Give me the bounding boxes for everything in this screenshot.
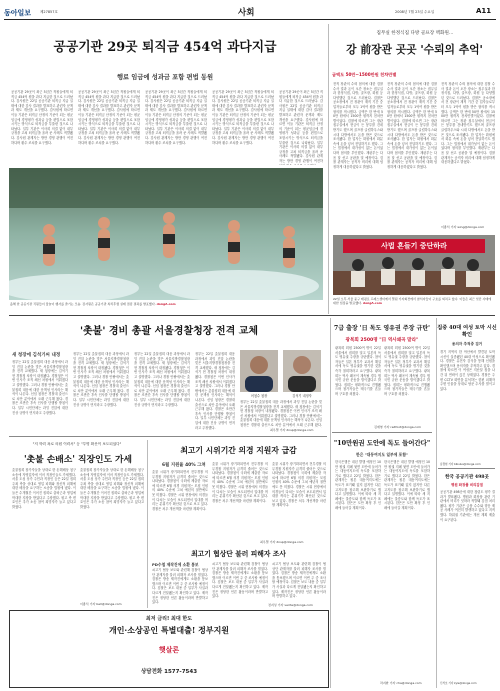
article-1-headline: 공공기관 29곳 퇴직금 454억 과다지급 xyxy=(53,40,277,55)
article-3-col-3: 정부는 22일 촛불집회 대응 과정에서 과잉 진압 논란을 빚은 서울지방경찰청장을 전격 교체했다. 새 청장에는 김석기 현 경찰청 차장이 내정됐다. 경찰청은 이번 인사가 조직 쇄신 차원에서 이뤄졌다고 설명했다. 그러나 경찰 안팎에서는 촛불집회 대응에 대한 문책성 인사라는 해석이 나온다. 신임 청장은 경찰대 출신으로 치안 분야에서 오래 근무해 왔다. 경찰은 조만간 후속 인사를 단행할 방침이다. 일부 시민단체는 과잉 진압에 대한 진상 규명이 먼저라고 주장했다. xyxy=(134,352,190,407)
article-9-headline: 집중 40대 여성 토막 시신 확인 xyxy=(437,325,497,338)
issue-number: 제27857호 xyxy=(40,10,58,14)
ad-line-2: 개인·소상공인 특별대출! 정부지원 xyxy=(108,625,230,635)
portrait-1-image xyxy=(240,350,278,392)
article-1-col-2: 공공기관 29곳이 최근 5년간 직원들에게 퇴직금 454억 원을 과다 지급한 것으로 드러났다. 감사원은 22일 공공기관 퇴직금 지급 실태에 대한 감사 결과를 발표하고 관련자 문책과 제도 개선을 요구했다. 감사원에 따르면 이들 기관은 퇴직금 산정의 기준이 되는 평균임금에 경영평가 성과급 등을 편법으로 포함시키는 방식으로 퇴직금을 부풀린 것으로 나타났다. 일부 기관은 이사회 의결 없이 내부 규정을 고쳐 퇴직금을 올려 준 사례도 적발됐다. 감사원 관계자는 방만 경영 관행이 여전하다며 환수 조치를 요구했다. xyxy=(78,90,140,145)
a4-divider xyxy=(147,440,148,608)
article-3-byline: 최우열 기자 dnsp@donga.com xyxy=(270,428,314,432)
advertisement[interactable] xyxy=(9,610,329,688)
article-2-caption-text: 22일 오후 서울 중구 태평로 프레스센터에서 열린 기자회견에서 참석자들이 구호를 외치고 있다. 이들은 최근 잇단 사태에 대한 입장을 발표했다. xyxy=(333,297,492,305)
article-9-bottom-rule xyxy=(438,468,495,469)
article-2-photo-caption xyxy=(333,297,495,311)
article-8-byline: 차지완 기자 cha@donga.com xyxy=(380,681,422,685)
article-9-subhead: 용의자 추적중 검거 xyxy=(451,342,483,346)
article-5-col-1: 촛불 시위가 장기화되면서 전투경찰 의무경찰 지원자가 급격히 줄어든 것으로 나타났다. 경찰청이 국회에 제출한 자료에 따르면 6월 의경 지원자는 모집 인원의 40% 수준에 그쳐 예년의 절반에도 못 미쳤다. 경찰은 시위 현장에서 의경들이 다치는 모습이 보도되면서 입대를 꺼리는 분위기가 확산된 것으로 보고 있다. 경찰은 처우 개선책을 마련할 계획이다. xyxy=(152,470,208,511)
article-5-col-2: 촛불 시위가 장기화되면서 전투경찰 의무경찰 지원자가 급격히 줄어든 것으로 나타났다. 경찰청이 국회에 제출한 자료에 따르면 6월 의경 지원자는 모집 인원의 40% 수준에 그쳐 예년의 절반에도 못 미쳤다. 경찰은 시위 현장에서 의경들이 다치는 모습이 보도되면서 입대를 꺼리는 분위기가 확산된 것으로 보고 있다. 경찰은 처우 개선책을 마련할 계획이다. xyxy=(212,462,268,503)
article-3-headline: '촛불' 경비 총괄 서울경찰청장 전격 교체 xyxy=(79,326,259,337)
article-1-photo-caption xyxy=(10,302,322,311)
article-1-col-1: 공공기관 29곳이 최근 5년간 직원들에게 퇴직금 454억 원을 과다 지급한 것으로 드러났다. 감사원은 22일 공공기관 퇴직금 지급 실태에 대한 감사 결과를 발표하고 관련자 문책과 제도 개선을 요구했다. 감사원에 따르면 이들 기관은 퇴직금 산정의 기준이 되는 평균임금에 경영평가 성과급 등을 편법으로 포함시키는 방식으로 퇴직금을 부풀린 것으로 나타났다. 일부 기관은 이사회 의결 없이 내부 규정을 고쳐 퇴직금을 올려 준 사례도 적발됐다. 감사원 관계자는 방만 경영 관행이 여전하다며 환수 조치를 요구했다. xyxy=(11,90,73,145)
article-8-col-2: 한국은행은 내년 발행 예정인 10만 원권 지폐 뒷면 도안에 들어가는 대동여지도에 독도를 포함하기로 했다고 22일 밝혔다. 한은 관계자는 원본 대동여지도에는 독도가 표기돼 있지 않지만 다른 고지도를 참고해 보완하기로 했다고 설명했다. 이에 따라 새 지폐에는 울릉도와 함께 독도가 표시된다. 한은은 도안 확정 후 인쇄에 들어갈 계획이다. xyxy=(384,460,430,510)
column-divider xyxy=(328,24,329,314)
article-4-headline: '촛불 손배소' 직장인도 가세 xyxy=(23,455,133,465)
newspaper-logo: 동아일보 xyxy=(4,8,32,17)
issue-date: 2008년 7월 23일 수요일 xyxy=(395,10,435,14)
article-7-headline: 7급 출장 '日 독도 영유권 주장 규탄' xyxy=(334,325,430,332)
article-4-col-2: 촛불집회 참가자들을 상대로 한 손해배상 청구 소송에 자영업자에 이어 직장인들도 가세했다. 서울 도심 상가 주민과 직장인 등은 22일 집회 주최 측을 상대로 영업 피해와 정신적 피해에 대한 배상을 요구하는 소송을 법원에 냈다. 이들은 수개월간 이어진 집회로 출퇴근과 영업에 막대한 지장을 받았다고 주장했다. 원고 측 변호인은 추가 소송 참여 희망자가 늘고 있다고 밝혔다. xyxy=(80,468,144,509)
article-2-col-2: 전직 장관의 수뢰 혐의에 대한 검찰 수사 결과 돈이 오간 장소는 집무실과 한정식집, 다방, 골프장, 화원 등 다양했던 것으로 드러났다. 검찰은 공소장에서 전 장관이 재직 기간 중 업자들로부터 모두 1억여 원을 받은 혐의를 적시했다. 금액은 한 번에 50만 원에서 1500만 원까지 천차만별이었다. 검찰에 따르면 그는 장관 집무실에서 현금이 든 봉투를 건네받기도 했으며 골프장 클럽하우스와 시내 다방에서도 돈을 받은 것으로 조사됐다. 한 업자는 화원에서 화분 속에 돈을 넣어 전달하기도 했다. 그는 법정에서 대가성이 없는 돈이었다며 혐의를 부인했다. 재판부는 다음 달 선고 공판을 열 예정이다. 검찰 관계자는 공직자 비리에 대해 엄정하게 대응하겠다고 밝혔다. xyxy=(387,82,437,169)
waterpark-photo xyxy=(9,168,323,300)
article-10-headline: 한국 공공기관 498곳 xyxy=(445,475,489,480)
article-1-subhead: 행료 임금에 성과금 포함 편법 동원 xyxy=(116,74,214,81)
article-2-caption-link[interactable]: dongA.com xyxy=(362,301,382,305)
article-6-col-1: 쇠고기 협상 보도와 관련해 검찰이 협상단 관계자를 불러 피해자 조사를 벌였다. 검찰은 방송 제작진에게도 소환을 통보했으며 이르면 이번 주 중 조사할 예정이다. 검찰은 보도 내용 중 일부가 사실과 다르게 전달됐는지 확인하고 있다. 제작진은 정당한 언론 활동이라며 반발하고 있다. xyxy=(152,568,208,605)
article-3-subhead: 새 청장에 김석기씨 내정 xyxy=(12,353,61,358)
portrait-1-name: 어청수 청장 xyxy=(250,394,268,398)
article-1-caption-link[interactable]: dongA.com xyxy=(156,302,176,306)
article-2-col-1: 전직 장관의 수뢰 혐의에 대한 검찰 수사 결과 돈이 오간 장소는 집무실과 한정식집, 다방, 골프장, 화원 등 다양했던 것으로 드러났다. 검찰은 공소장에서 전 장관이 재직 기간 중 업자들로부터 모두 1억여 원을 받은 혐의를 적시했다. 금액은 한 번에 50만 원에서 1500만 원까지 천차만별이었다. 검찰에 따르면 그는 장관 집무실에서 현금이 든 봉투를 건네받기도 했으며 골프장 클럽하우스와 시내 다방에서도 돈을 받은 것으로 조사됐다. 한 업자는 화원에서 화분 속에 돈을 넣어 전달하기도 했다. 그는 법정에서 대가성이 없는 돈이었다며 혐의를 부인했다. 재판부는 다음 달 선고 공판을 열 예정이다. 검찰 관계자는 공직자 비리에 대해 엄정하게 대응하겠다고 밝혔다. xyxy=(333,82,383,169)
article-7-col-2: 광복회 회원 2500여 명이 22일 서울에서 집회를 열고 일본의 독도 영유권 주장을 규탄했다. 참석자들은 일본 정부가 교과서 해설서에 독도 영유권을 명기한 것을 즉각 철회하라고 요구했다. 광복회는 역사 왜곡이 계속될 경우 범국민 규탄 운동을 벌이겠다고 밝혔다. 집회는 평화적으로 진행됐으며 참가자들은 태극기를 흔들며 구호를 외쳤다. xyxy=(384,346,430,396)
article-7-col-1: 광복회 회원 2500여 명이 22일 서울에서 집회를 열고 일본의 독도 영유권 주장을 규탄했다. 참석자들은 일본 정부가 교과서 해설서에 독도 영유권을 명기한 것을 즉각 철회하라고 요구했다. 광복회는 역사 왜곡이 계속될 경우 범국민 규탄 운동을 벌이겠다고 밝혔다. 집회는 평화적으로 진행됐으며 참가자들은 태극기를 흔들며 구호를 외쳤다. xyxy=(335,346,381,396)
portrait-2 xyxy=(283,350,321,392)
article-6-headline: 최고기 협상단 불러 피해자 조사 xyxy=(191,550,286,558)
masthead-rule xyxy=(4,19,496,20)
article-10-byline: 신석호 기자 kyle@donga.com xyxy=(440,682,477,685)
article-3-col-4: 정부는 22일 촛불집회 대응 과정에서 과잉 진압 논란을 빚은 서울지방경찰청장을 전격 교체했다. 새 청장에는 김석기 현 경찰청 차장이 내정됐다. 경찰청은 이번 인사가 조직 쇄신 차원에서 이뤄졌다고 설명했다. 그러나 경찰 안팎에서는 촛불집회 대응에 대한 문책성 인사라는 해석이 나온다. 신임 청장은 경찰대 출신으로 치안 분야에서 오래 근무해 왔다. 경찰은 조만간 후속 인사를 단행할 방침이다. 일부 시민단체는 과잉 진압에 대한 진상 규명이 먼저라고 주장했다. xyxy=(195,352,235,430)
article-2-headline: 강 前장관 곳곳 '수뢰의 추억' xyxy=(346,43,483,56)
article-6-subhead: PD수첩 제작진에 소환 통보 xyxy=(152,562,199,567)
article-4-byline: 이종식 기자 bell@donga.com xyxy=(80,602,122,606)
article-3-bottom-rule xyxy=(9,436,327,437)
portrait-1 xyxy=(240,350,278,392)
article-5-subhead: 6월 지원율 40% 그쳐 xyxy=(162,463,206,468)
article-5-headline: 최고기 시위기간 의경 지원자 급감 xyxy=(180,446,297,455)
banner-text: 사법 흔들기 중단하라 xyxy=(381,242,447,250)
article-1-col-4: 공공기관 29곳이 최근 5년간 직원들에게 퇴직금 454억 원을 과다 지급한 것으로 드러났다. 감사원은 22일 공공기관 퇴직금 지급 실태에 대한 감사 결과를 발표하고 관련자 문책과 제도 개선을 요구했다. 감사원에 따르면 이들 기관은 퇴직금 산정의 기준이 되는 평균임금에 경영평가 성과급 등을 편법으로 포함시키는 방식으로 퇴직금을 부풀린 것으로 나타났다. 일부 기관은 이사회 의결 없이 내부 규정을 고쳐 퇴직금을 올려 준 사례도 적발됐다. 감사원 관계자는 방만 경영 관행이 여전하다며 환수 조치를 요구했다. xyxy=(212,90,274,145)
article-1-col-5: 공공기관 29곳이 최근 5년간 직원들에게 퇴직금 454억 원을 과다 지급한 것으로 드러났다. 감사원은 22일 공공기관 퇴직금 지급 실태에 대한 감사 결과를 발표하고 관련자 문책과 제도 개선을 요구했다. 감사원에 따르면 이들 기관은 퇴직금 산정의 기준이 되는 평균임금에 경영평가 성과급 등을 편법으로 포함시키는 방식으로 퇴직금을 부풀린 것으로 나타났다. 일부 기관은 이사회 의결 없이 내부 규정을 고쳐 퇴직금을 올려 준 사례도 적발됐다. 감사원 관계자는 방만 경영 관행이 여전하 xyxy=(279,90,323,163)
masthead xyxy=(0,0,500,20)
article-1-caption-text: 올해 한 공공기관 직원들이 물놀이 행사를 즐기는 모습. 감사원은 공공기관 복리후생 실태 점검 결과를 발표했다. xyxy=(10,302,156,306)
article-1-col-3: 공공기관 29곳이 최근 5년간 직원들에게 퇴직금 454억 원을 과다 지급한 것으로 드러났다. 감사원은 22일 공공기관 퇴직금 지급 실태에 대한 감사 결과를 발표하고 관련자 문책과 제도 개선을 요구했다. 감사원에 따르면 이들 기관은 퇴직금 산정의 기준이 되는 평균임금에 경영평가 성과급 등을 편법으로 포함시키는 방식으로 퇴직금을 부풀린 것으로 나타났다. 일부 기관은 이사회 의결 없이 내부 규정을 고쳐 퇴직금을 올려 준 사례도 적발됐다. 감사원 관계자는 방만 경영 관행이 여전하다며 환수 조치를 요구했다. xyxy=(145,90,207,145)
article-10-subhead: 병원 화장품 비리감점 xyxy=(451,483,483,487)
article-8-subhead: 한은 "대동여지도 일부에 포함" xyxy=(356,452,408,457)
page-number: A11 xyxy=(476,7,492,15)
article-3-col-5: 정부는 22일 촛불집회 대응 과정에서 과잉 진압 논란을 빚은 서울지방경찰청장을 전격 교체했다. 새 청장에는 김석기 현 경찰청 차장이 내정됐다. 경찰청은 이번 인사가 조직 쇄신 차원에서 이뤄졌다고 설명했다. 그러나 경찰 안팎에서는 촛불집회 대응에 대한 문책성 인사라는 해석이 나온다. 신임 청장은 경찰대 출신으로 치안 분야에서 오래 근무해 왔다. xyxy=(240,400,322,427)
article-6-col-2: 쇠고기 협상 보도와 관련해 검찰이 협상단 관계자를 불러 피해자 조사를 벌였다. 검찰은 방송 제작진에게도 소환을 통보했으며 이르면 이번 주 중 조사할 예정이다. 검찰은 보도 내용 중 일부가 사실과 다르게 전달됐는지 확인하고 있다. 제작진은 정당한 언론 활동이라며 반발하고 있다. xyxy=(212,562,268,599)
article-2-col-3: 전직 장관의 수뢰 혐의에 대한 검찰 수사 결과 돈이 오간 장소는 집무실과 한정식집, 다방, 골프장, 화원 등 다양했던 것으로 드러났다. 검찰은 공소장에서 전 장관이 재직 기간 중 업자들로부터 모두 1억여 원을 받은 혐의를 적시했다. 금액은 한 번에 50만 원에서 1500만 원까지 천차만별이었다. 검찰에 따르면 그는 장관 집무실에서 현금이 든 봉투를 건네받기도 했으며 골프장 클럽하우스와 시내 다방에서도 돈을 받은 것으로 조사됐다. 한 업자는 화원에서 화분 속에 돈을 넣어 전달하기도 했다. 그는 법정에서 대가성이 없는 돈이었다며 혐의를 부인했다. 재판부는 다음 달 선고 공판을 열 예정이다. 검찰 관계자는 공직자 비리에 대해 엄정하게 대응하겠다고 밝혔다. xyxy=(441,82,495,165)
article-7-bottom-rule xyxy=(332,432,432,433)
article-9-body: 경기 지역의 한 야산에서 발견된 토막 시신이 실종됐던 40대 여성으로 확인됐다. 경찰은 유전자 감식을 통해 신원을 확인했으며 용의자를 추적하고 있다. 경찰에 따르면 이 여성은 지난달 집을 나간 뒤 연락이 끊긴 상태였다. 경찰은 주변 CCTV 화면을 분석하는 한편 피해자 주변 인물을 상대로 탐문 수사를 벌이고 있다. xyxy=(440,350,495,391)
article-3-col-2: 정부는 22일 촛불집회 대응 과정에서 과잉 진압 논란을 빚은 서울지방경찰청장을 전격 교체했다. 새 청장에는 김석기 현 경찰청 차장이 내정됐다. 경찰청은 이번 인사가 조직 쇄신 차원에서 이뤄졌다고 설명했다. 그러나 경찰 안팎에서는 촛불집회 대응에 대한 문책성 인사라는 해석이 나온다. 신임 청장은 경찰대 출신으로 치안 분야에서 오래 근무해 왔다. 경찰은 조만간 후속 인사를 단행할 방침이다. 일부 시민단체는 과잉 진압에 대한 진상 규명이 먼저라고 주장했다. xyxy=(73,352,129,407)
article-8-headline: "10만원권 도안에 독도 들어간다" xyxy=(333,439,431,447)
article-6-byline: 전지성 기자 verite@donga.com xyxy=(268,603,313,607)
ad-phone: 상담전화 1577-7543 xyxy=(140,669,198,675)
portrait-2-image xyxy=(283,350,321,392)
article-4-kicker: "저 학력 폭로 의원 이력서" 등 "투명 확산이 보도되었다" xyxy=(32,442,122,446)
article-5-col-3: 촛불 시위가 장기화되면서 전투경찰 의무경찰 지원자가 급격히 줄어든 것으로 나타났다. 경찰청이 국회에 제출한 자료에 따르면 6월 의경 지원자는 모집 인원의 40% 수준에 그쳐 예년의 절반에도 못 미쳤다. 경찰은 시위 현장에서 의경들이 다치는 모습이 보도되면서 입대를 꺼리는 분위기가 확산된 것으로 보고 있다. 경찰은 처우 개선책을 마련할 계획이다. xyxy=(272,462,326,508)
article-5-byline: 최우열 기자 dnsp@donga.com xyxy=(260,540,304,544)
right-zone-divider xyxy=(330,318,331,688)
article-2-byline: 이종석 기자 wing@donga.com xyxy=(441,225,485,229)
article-3-col-1: 정부는 22일 촛불집회 대응 과정에서 과잉 진압 논란을 빚은 서울지방경찰청장을 전격 교체했다. 새 청장에는 김석기 현 경찰청 차장이 내정됐다. 경찰청은 이번 인사가 조직 쇄신 차원에서 이뤄졌다고 설명했다. 그러나 경찰 안팎에서는 촛불집회 대응에 대한 문책성 인사라는 해석이 나온다. 신임 청장은 경찰대 출신으로 치안 분야에서 오래 근무해 왔다. 경찰은 조만간 후속 인사를 단행할 방침이다. 일부 시민단체는 과잉 진압에 대한 진상 규명이 먼저라고 주장했다. xyxy=(12,360,68,415)
article-6-col-3: 쇠고기 협상 보도와 관련해 검찰이 협상단 관계자를 불러 피해자 조사를 벌였다. 검찰은 방송 제작진에게도 소환을 통보했으며 이르면 이번 주 중 조사할 예정이다. 검찰은 보도 내용 중 일부가 사실과 다르게 전달됐는지 확인하고 있다. 제작진은 정당한 언론 활동이라며 반발하고 있다. xyxy=(272,562,326,599)
press-conference-photo xyxy=(333,235,495,295)
ad-line-3: 햇살론 xyxy=(158,646,180,654)
far-right-divider xyxy=(436,318,437,688)
portrait-2-name: 김석기 내정자 xyxy=(292,394,312,398)
article-7-byline: 김재영 기자 redfoot@donga.com xyxy=(374,425,421,429)
article-2-subhead: 금액도 50만~1500만원 천차만별 xyxy=(332,72,397,77)
article-4-col-1: 촛불집회 참가자들을 상대로 한 손해배상 청구 소송에 자영업자에 이어 직장인들도 가세했다. 서울 도심 상가 주민과 직장인 등은 22일 집회 주최 측을 상대로 영업 피해와 정신적 피해에 대한 배상을 요구하는 소송을 법원에 냈다. 이들은 수개월간 이어진 집회로 출퇴근과 영업에 막대한 지장을 받았다고 주장했다. 원고 측 변호인은 추가 소송 참여 희망자가 늘고 있다고 밝혔다. xyxy=(12,468,76,509)
ad-line-1: 최저 금리! 최대 한도 xyxy=(145,616,193,622)
article-2-kicker: 집무실 한정식집 다방 골프장 맥화원… xyxy=(376,31,454,36)
section-rule xyxy=(9,315,495,316)
article-8-col-1: 한국은행은 내년 발행 예정인 10만 원권 지폐 뒷면 도안에 들어가는 대동여지도에 독도를 포함하기로 했다고 22일 밝혔다. 한은 관계자는 원본 대동여지도에는 독도가 표기돼 있지 않지만 다른 고지도를 참고해 보완하기로 했다고 설명했다. 이에 따라 새 지폐에는 울릉도와 함께 독도가 표시된다. 한은은 도안 확정 후 인쇄에 들어갈 계획이다. xyxy=(335,460,381,510)
section-title: 사회 xyxy=(238,8,255,18)
article-10-body: 공공기관 498곳에 대한 청렴도 평가 결과가 발표됐다. 병원과 화장품 관련 기관에서 비리가 잇따라 적발돼 감점 처리됐다. 평가 기관은 금품 수수와 향응 제공 사례가 여전히 발생하고 있다고 지적했다. 하위권 기관에는 개선 계획 제출이 요구된다. xyxy=(440,490,495,522)
waterpark-photo-illustration xyxy=(9,168,323,300)
article-7-subhead: 광복회 2500명 "日 역사왜곡 말라" xyxy=(345,338,419,343)
article-9-byline: 남경현 기자 bibulus@donga.com xyxy=(440,463,481,466)
